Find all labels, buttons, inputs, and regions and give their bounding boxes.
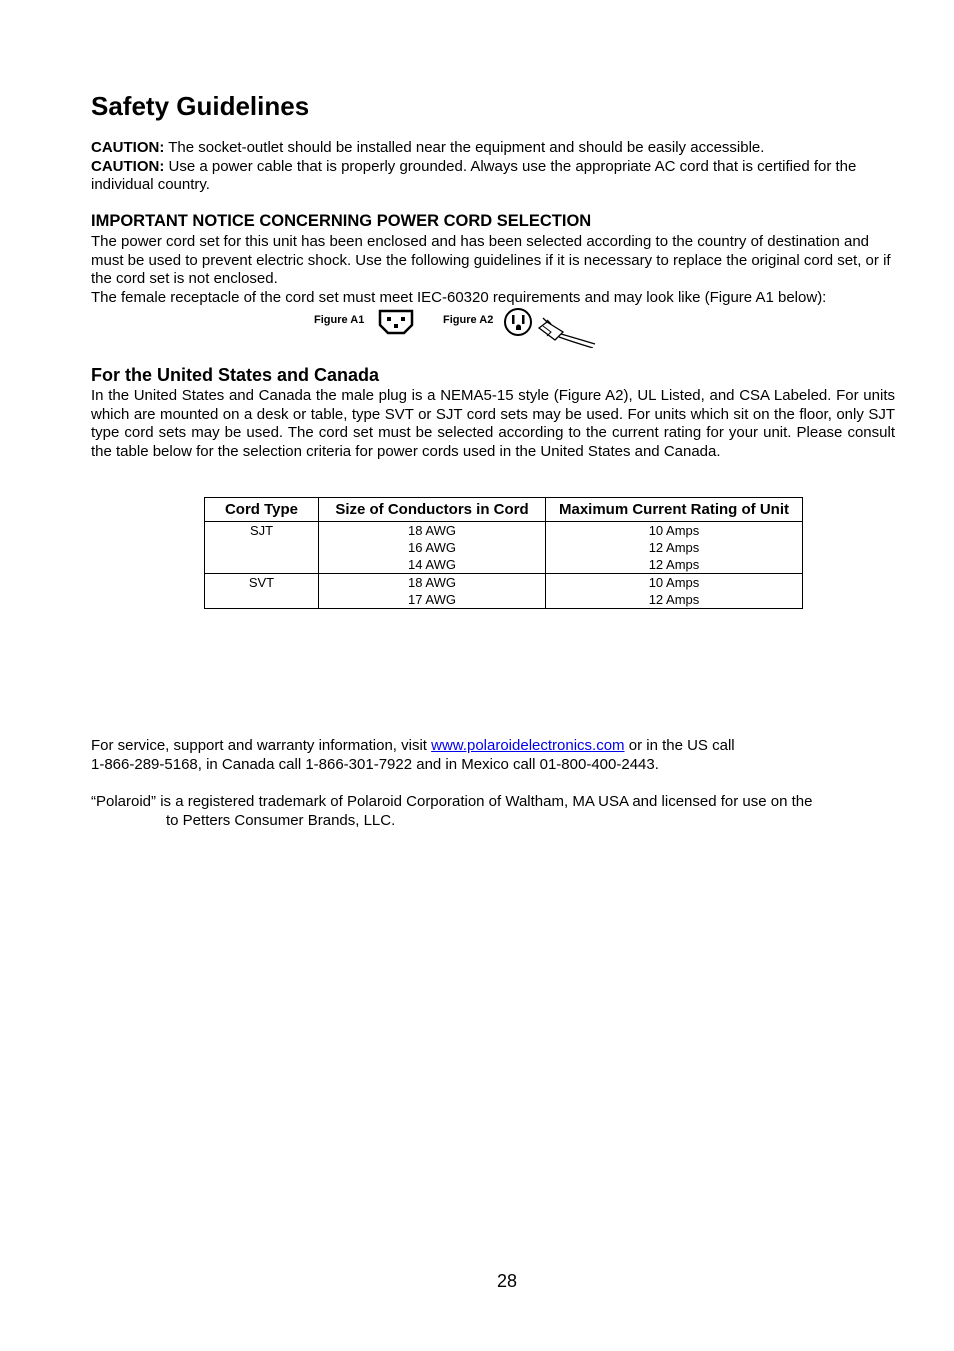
current-rating: 12 Amps — [648, 557, 700, 572]
figure-a2-label: Figure A2 — [443, 314, 494, 326]
table-row — [205, 574, 803, 609]
caution-2 — [91, 158, 895, 195]
caution-label: CAUTION: — [91, 139, 165, 156]
page-number: 28 — [496, 1271, 518, 1291]
notice-paragraph-1: The power cord set for this unit has been enclosed and has been selected according to the country of destination and must be used to prevent electric shock. Use the following guidelines if it is necessary to replace the original cord set, or if the cord set is not enclosed. — [91, 233, 891, 287]
iec-receptacle-icon — [377, 308, 415, 336]
us-canada-paragraph: In the United States and Canada the male plug is a NEMA5-15 style (Figure A2), UL Listed, and CSA Labeled. For units which are mounted on a desk or table, type SVT or SJT cord sets may be used. For units which sit on the floor, only SJT type cord sets may be used. The cord set must be selected according to the current rating for your unit. Please consult the table below for the selection criteria for power cords used in the United States and Canada. — [91, 387, 895, 460]
cord-type-cell: SVT — [205, 574, 319, 609]
conductor-size: 14 AWG — [408, 557, 456, 572]
current-rating: 12 Amps — [648, 540, 700, 555]
trademark-line-2: to Petters Consumer Brands, LLC. — [166, 811, 396, 829]
caution-1 — [91, 139, 895, 158]
caution-text: Use a power cable that is properly grounded. Always use the appropriate AC cord that is certified for the individual country. — [91, 157, 857, 193]
caution-block — [91, 139, 895, 195]
table-header: Maximum Current Rating of Unit — [546, 498, 803, 522]
figure-a1-label: Figure A1 — [314, 314, 365, 326]
notice-heading: IMPORTANT NOTICE CONCERNING POWER CORD SELECTION — [91, 212, 592, 230]
current-rating: 12 Amps — [648, 592, 700, 607]
notice-paragraph-2: The female receptacle of the cord set must meet IEC-60320 requirements and may look like (Figure A1 below): — [91, 288, 827, 306]
service-line-2: 1-866-289-5168, in Canada call 1-866-301-7922 and in Mexico call 01-800-400-2443. — [91, 755, 659, 773]
current-rating-cell — [546, 522, 803, 574]
cord-selection-table — [204, 497, 803, 609]
cord-type-cell: SJT — [205, 522, 319, 574]
table-row — [205, 522, 803, 574]
conductor-size: 18 AWG — [408, 575, 456, 590]
conductor-size: 18 AWG — [408, 523, 456, 538]
table-header: Cord Type — [205, 498, 319, 522]
table-header-row — [205, 498, 803, 522]
service-text: or in the US call — [624, 737, 735, 754]
service-info — [91, 737, 911, 774]
caution-text: The socket-outlet should be installed near the equipment and should be easily accessible. — [164, 139, 765, 156]
service-text: For service, support and warranty information, visit — [91, 737, 432, 754]
notice-body — [91, 233, 895, 307]
caution-label: CAUTION: — [91, 157, 165, 175]
conductor-size: 16 AWG — [408, 540, 456, 555]
service-line-1 — [91, 737, 911, 756]
conductor-size: 17 AWG — [408, 592, 456, 607]
us-canada-heading: For the United States and Canada — [91, 365, 380, 385]
page-title: Safety Guidelines — [91, 91, 310, 121]
table-header: Size of Conductors in Cord — [319, 498, 546, 522]
conductor-size-cell — [319, 574, 546, 609]
trademark-notice — [91, 793, 931, 830]
current-rating: 10 Amps — [648, 523, 700, 538]
current-rating: 10 Amps — [648, 575, 700, 590]
support-website-link[interactable]: www.polaroidelectronics.com — [431, 737, 625, 754]
conductor-size-cell — [319, 522, 546, 574]
us-canada-body — [91, 387, 895, 461]
current-rating-cell — [546, 574, 803, 609]
trademark-line-1: “Polaroid” is a registered trademark of Polaroid Corporation of Waltham, MA USA and licensed for use on the — [91, 793, 813, 810]
nema-plug-icon — [503, 306, 599, 348]
